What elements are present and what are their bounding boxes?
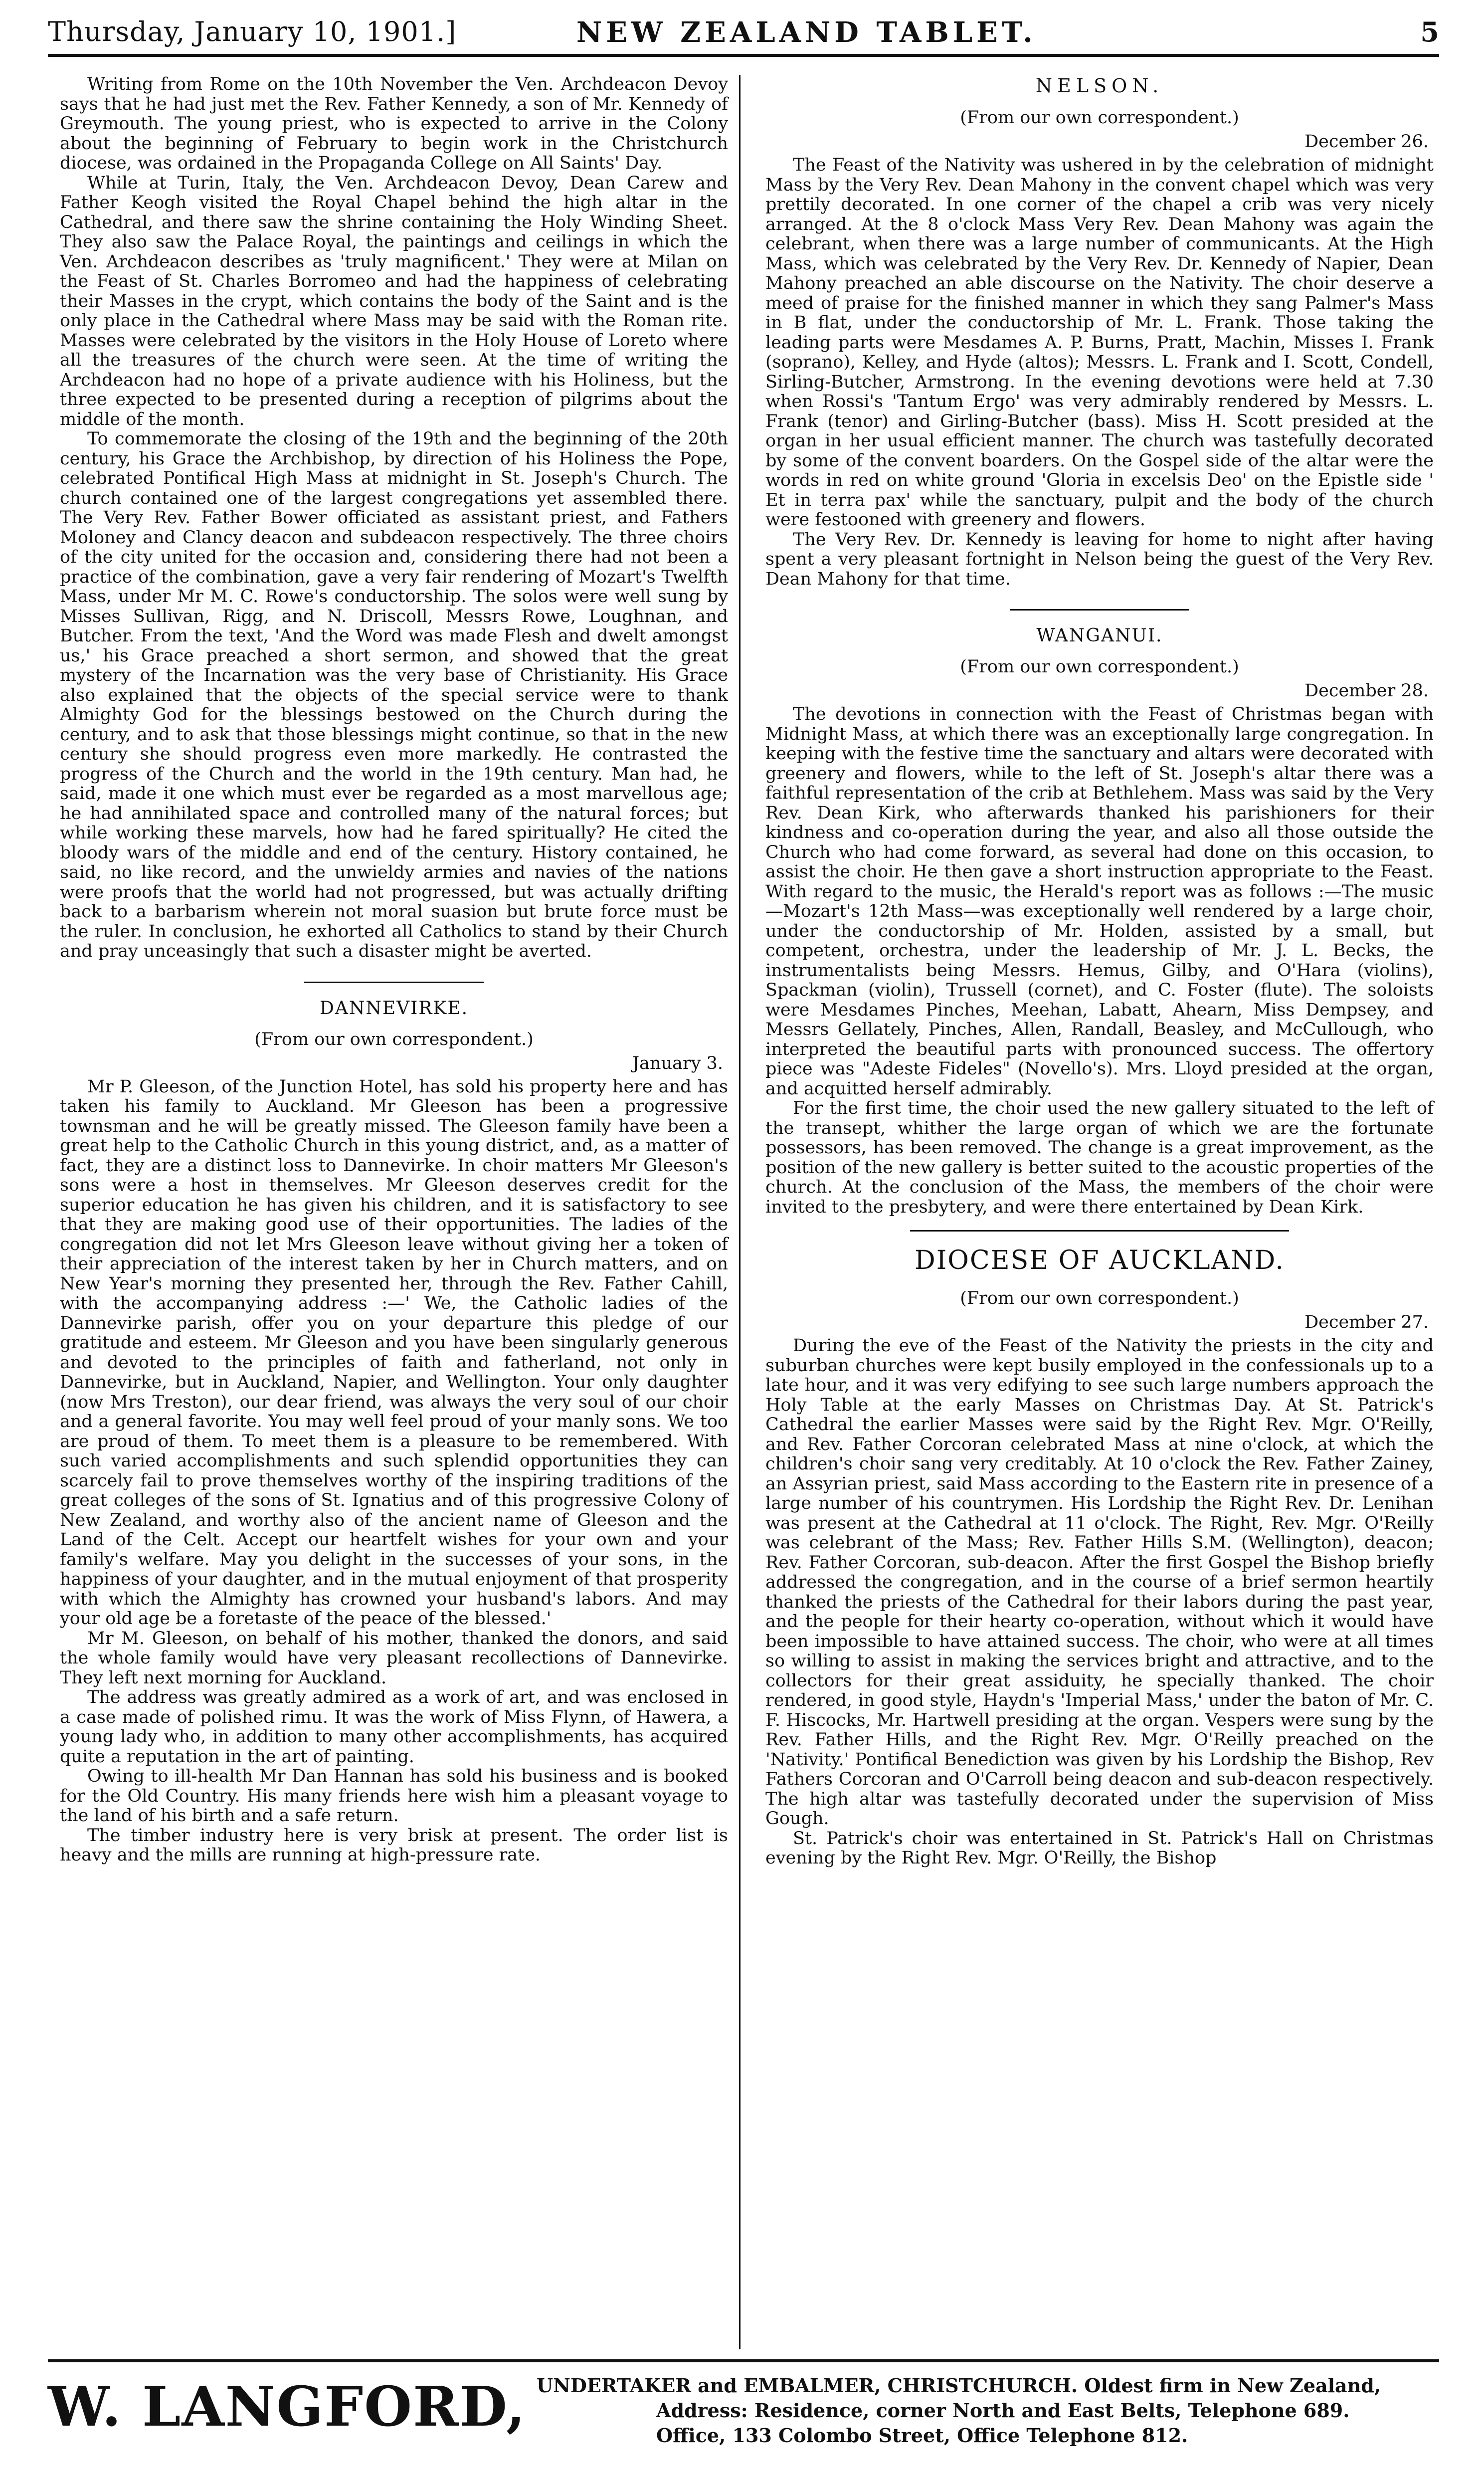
dateline: December 26.	[1304, 132, 1429, 152]
left-column	[60, 75, 728, 2349]
section-divider	[304, 982, 484, 983]
article-paragraph: The Very Rev. Dr. Kennedy is leaving for home to night after having spent a very pleasant fortnight in Nelson being the guest of the Very Rev. Dean Mahony for that time.	[765, 529, 1434, 589]
advertisement-text	[537, 2373, 1381, 2448]
article-paragraph: The devotions in connection with the Feast of Christmas began with Midnight Mass, at which there was an exceptionally large congregation. In keeping with the festive time the sanctuary and altars were decorated with greenery and flowers, while to the left of St. Joseph's altar there was a faithful representation of the crib at Bethlehem. Mass was said by the Very Rev. Dean Kirk, who afterwards thanked his parishioners for their kindness and co-operation during the year, and also all those outside the Church who had come forward, as several had done on this occasion, to assist the choir. He then gave a short instruction appropriate to the Feast. With regard to the music, the Herald's report was as follows :—The music—Mozart's 12th Mass—was exceptionally well rendered by a large choir, under the conductorship of Mr. Holden, assisted by a small, but competent, orchestra, under the leadership of Mr. J. L. Becks, the instrumentalists being Messrs. Hemus, Gilby, and O'Hara (violins), Spackman (violin), Trussell (cornet), and C. Foster (flute). The soloists were Mesdames Pinches, Meehan, Labatt, Ahearn, Miss Dempsey, and Messrs Gellately, Pinches, Allen, Randall, Beasley, and McCullough, who interpreted the beautiful parts with pronounced success. The offertory piece was "Adeste Fideles" (Novello's). Mrs. Lloyd presided at the organ, and acquitted herself admirably.	[765, 704, 1434, 1099]
dateline: December 28.	[1304, 681, 1429, 701]
section-heading-auckland: DIOCESE OF AUCKLAND.	[915, 1245, 1285, 1275]
article-paragraph: To commemorate the closing of the 19th and the beginning of the 20th century, his Grace the Archbishop, by direction of his Holiness the Pope, celebrated Pontifical High Mass at midnight in St. Joseph's Church. The church contained one of the largest congregations yet assembled there. The Very Rev. Father Bower officiated as assistant priest, and Fathers Moloney and Clancy deacon and subdeacon respectively. The three choirs of the city united for the occasion and, considering there had not been a practice of the combination, gave a very fair rendering of Mozart's Twelfth Mass, under Mr M. C. Rowe's conductorship. The solos were well sung by Misses Sullivan, Rigg, and N. Driscoll, Messrs Rowe, Loughnan, and Butcher. From the text, 'And the Word was made Flesh and dwelt amongst us,' his Grace preached a short sermon, and showed that the great mystery of the Incarnation was the very base of Christianity. His Grace also explained that the objects of the special service were to thank Almighty God for the blessings bestowed on the Church during the century, and to ask that those blessings might continue, so that in the new century she should progress even more markedly. He contrasted the progress of the Church and the world in the 19th century. Man had, he said, made it one which must ever be regarded as a most marvellous age; he had annihilated space and controlled many of the natural forces; but while working these marvels, how had he fared spiritually? He cited the bloody wars of the middle and end of the century. History contained, he said, no like record, and the unwieldy armies and navies of the nations were proofs that the world had not progressed, but was actually drifting back to a barbarism wherein not moral suasion but brute force must be the ruler. In conclusion, he exhorted all Catholics to stand by their Church and pray unceasingly that such a disaster might be averted.	[60, 429, 728, 961]
article-paragraph: The Feast of the Nativity was ushered in by the celebration of midnight Mass by the Very Rev. Dean Mahony in the convent chapel which was very prettily decorated. In one corner of the chapel a crib was very nicely arranged. At the 8 o'clock Mass Very Rev. Dean Mahony was again the celebrant, when there was a large number of communicants. At the High Mass, which was celebrated by the Very Rev. Dr. Kennedy of Napier, Dean Mahony preached an able discourse on the Nativity. The choir deserve a meed of praise for the finished manner in which they sang Palmer's Mass in B flat, under the conductorship of Mr. L. Frank. Those taking the leading parts were Mesdames A. P. Burns, Pratt, Machin, Misses I. Frank (soprano), Kelley, and Hyde (altos); Messrs. L. Frank and I. Scott, Condell, Sirling-Butcher, Armstrong. In the evening devotions were held at 7.30 when Rossi's 'Tantum Ergo' was very admirably rendered by Messrs. L. Frank (tenor) and Girling-Butcher (bass). Miss H. Scott presided at the organ in her usual efficient manner. The church was tastefully decorated by some of the convent boarders. On the Gospel side of the altar were the words in red on white ground 'Gloria in excelsis Deo' on the Epistle side ' Et in terra pax' while the sanctuary, pulpit and the body of the church were festooned with greenery and flowers.	[765, 155, 1434, 530]
article-paragraph: Mr P. Gleeson, of the Junction Hotel, has sold his property here and has taken his family to Auckland. Mr Gleeson has been a progressive townsman and he will be greatly missed. The Gleeson family have been a great help to the Catholic Church in this young district, and, as a matter of fact, they are a distinct loss to Dannevirke. In choir matters Mr Gleeson's sons were a host in themselves. Mr Gleeson deserves credit for the superior education he has given his children, and it is satisfactory to see that they are making good use of their opportunities. The ladies of the congregation did not let Mrs Gleeson leave without giving her a token of their appreciation of the interest taken by her in Church matters, and on New Year's morning they presented her, through the Rev. Father Cahill, with the accompanying address :—' We, the Catholic ladies of the Dannevirke parish, offer you on your departure this pledge of our gratitude and esteem. Mr Gleeson and you have been singularly generous and devoted to the principles of faith and fatherland, not only in Dannevirke, but in Auckland, Napier, and Wellington. Your only daughter (now Mrs Treston), our dear friend, was always the very soul of our choir and a general favorite. You may well feel proud of your manly sons. We too are proud of them. To meet them is a pleasure to be remembered. With such varied accomplishments and such splendid opportunities they can scarcely fail to prove themselves worthy of the inspiring traditions of the great colleges of the sons of St. Ignatius and of this progressive Colony of New Zealand, and worthy also of the ancient name of Gleeson and the Land of the Celt. Accept our heartfelt wishes for your own and your family's welfare. May you delight in the successes of your sons, in the happiness of your daughter, and in the mutual enjoyment of that prosperity with which the Almighty has crowned your husband's labors. And may your old age be a foretaste of the peace of the blessed.'	[60, 1076, 728, 1629]
masthead-title: NEW ZEALAND TABLET.	[576, 16, 1037, 49]
ad-line: Address: Residence, corner North and East Belts, Telephone 689.	[656, 2399, 1350, 2422]
article-paragraph: For the first time, the choir used the new gallery situated to the left of the transept, whither the large organ of which we are the fortunate possessors, has been removed. The change is a great improvement, as the position of the new gallery is better suited to the acoustic properties of the church. At the conclusion of the Mass, the members of the choir were invited to the presbytery, and were there entertained by Dean Kirk.	[765, 1098, 1434, 1217]
header-rule	[48, 54, 1439, 57]
page-header	[48, 14, 1439, 54]
section-heading-dannevirke: DANNEVIRKE.	[319, 998, 469, 1019]
page-number: 5	[1420, 16, 1439, 48]
advertisement	[48, 2369, 1439, 2469]
correspondent-line: (From our own correspondent.)	[960, 108, 1239, 128]
issue-date: Thursday, January 10, 1901.]	[48, 16, 457, 47]
article-paragraph: Writing from Rome on the 10th November the Ven. Archdeacon Devoy says that he had just met the Rev. Father Kennedy, a son of Mr. Kennedy of Greymouth. The young priest, who is expected to arrive in the Colony about the beginning of February to begin work in the Christchurch diocese, was ordained in the Propaganda College on All Saints' Day.	[60, 74, 728, 173]
section-heading-wanganui: WANGANUI.	[1036, 625, 1163, 646]
article-paragraph: While at Turin, Italy, the Ven. Archdeacon Devoy, Dean Carew and Father Keogh visited the Royal Chapel behind the high altar in the Cathedral, and there saw the shrine containing the Holy Winding Sheet. They also saw the Palace Royal, the paintings and ceilings in which the Ven. Archdeacon describes as 'truly magnificent.' They were at Milan on the Feast of St. Charles Borromeo and had the happiness of celebrating their Masses in the crypt, which contains the body of the Saint and is the only place in the Cathedral where Mass may be said with the Roman rite. Masses were celebrated by the visitors in the Holy House of Loreto where all the treasures of the church were seen. At the time of writing the Archdeacon had no hope of a private audience with his Holiness, but the three expected to be presented during a reception of pilgrims about the middle of the month.	[60, 173, 728, 429]
correspondent-line: (From our own correspondent.)	[960, 657, 1239, 677]
article-paragraph: During the eve of the Feast of the Nativity the priests in the city and suburban churches were kept busily employed in the confessionals up to a late hour, and it was very edifying to see such large numbers approach the Holy Table at the early Masses on Christmas Day. At St. Patrick's Cathedral the earlier Masses were said by the Right Rev. Mgr. O'Reilly, and Rev. Father Corcoran celebrated Mass at nine o'clock, at which the children's choir sang very creditably. At 10 o'clock the Rev. Father Zainey, an Assyrian priest, said Mass according to the Eastern rite in presence of a large number of his countrymen. His Lordship the Right Rev. Dr. Lenihan was present at the Cathedral at 11 o'clock. The Right, Rev. Mgr. O'Reilly was celebrant of the Mass; Rev. Father Hills S.M. (Wellington), deacon; Rev. Father Corcoran, sub-deacon. After the first Gospel the Bishop briefly addressed the congregation, and in the course of a brief sermon heartily thanked the priests of the Cathedral for their labors during the past year, and the people for their hearty co-operation, without which it would have been impossible to have attained success. The choir, who were at all times so willing to assist in making the services bright and attractive, and to the collectors for their great assiduity, he specially thanked. The choir rendered, in good style, Haydn's 'Imperial Mass,' under the baton of Mr. C. F. Hiscocks, Mr. Hartwell presiding at the organ. Vespers were sung by the Rev. Father Hills, and the Right Rev. Mgr. O'Reilly preached on the 'Nativity.' Pontifical Benediction was given by his Lordship the Bishop, Rev Fathers Corcoran and O'Carroll being deacon and sub-deacon respectively. The high altar was tastefully decorated under the supervision of Miss Gough.	[765, 1336, 1434, 1829]
correspondent-line: (From our own correspondent.)	[254, 1029, 534, 1049]
footer-rule	[48, 2359, 1439, 2362]
section-divider	[1010, 609, 1189, 611]
article-paragraph: The address was greatly admired as a work of art, and was enclosed in a case made of polished rimu. It was the work of Miss Flynn, of Hawera, a young lady who, in addition to many other accomplishments, has acquired quite a reputation in the art of painting.	[60, 1687, 728, 1767]
article-paragraph: Mr M. Gleeson, on behalf of his mother, thanked the donors, and said the whole family would have very pleasant recollections of Dannevirke. They left next morning for Auckland.	[60, 1628, 728, 1688]
article-paragraph: The timber industry here is very brisk at present. The order list is heavy and the mills are running at high-pressure rate.	[60, 1825, 728, 1865]
dateline: January 3.	[632, 1053, 723, 1073]
section-divider	[910, 1230, 1289, 1232]
ad-line: Office, 133 Colombo Street, Office Telephone 812.	[656, 2424, 1188, 2447]
column-divider	[739, 75, 741, 2349]
correspondent-line: (From our own correspondent.)	[960, 1288, 1239, 1308]
advertiser-name: W. LANGFORD,	[48, 2374, 527, 2439]
right-column	[765, 75, 1434, 2349]
dateline: December 27.	[1304, 1312, 1429, 1332]
article-paragraph: Owing to ill-health Mr Dan Hannan has sold his business and is booked for the Old Country. His many friends here wish him a pleasant voyage to the land of his birth and a safe return.	[60, 1766, 728, 1826]
ad-line: UNDERTAKER and EMBALMER, CHRISTCHURCH. Oldest firm in New Zealand,	[537, 2374, 1381, 2397]
article-paragraph: St. Patrick's choir was entertained in St. Patrick's Hall on Christmas evening by the Right Rev. Mgr. O'Reilly, the Bishop	[765, 1828, 1434, 1868]
section-heading-nelson: NELSON.	[1035, 75, 1164, 97]
